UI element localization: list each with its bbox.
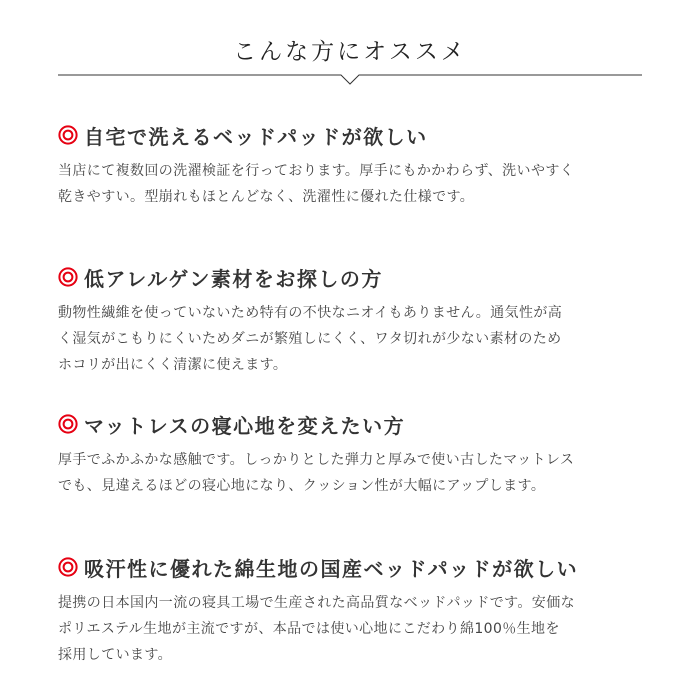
body-line: でも、見違えるほどの寝心地になり、クッション性が大幅にアップします。 xyxy=(58,478,546,494)
body-line: 厚手でふかふかな感触です。しっかりとした弾力と厚みで使い古したマットレス xyxy=(58,452,575,468)
recommendation-section xyxy=(58,552,658,668)
section-heading xyxy=(58,552,658,582)
section-heading xyxy=(58,262,658,292)
body-line: ポリエステル生地が主流ですが、本品では使い心地にこだわり綿100％生地を xyxy=(58,621,560,637)
body-line: 動物性繊維を使っていないため特有の不快なニオイもありません。通気性が高 xyxy=(58,305,563,321)
section-heading xyxy=(58,409,658,439)
section-heading xyxy=(58,120,658,150)
body-line: 提携の日本国内一流の寝具工場で生産された高品質なベッドパッドです。安価な xyxy=(58,595,575,611)
double-circle-icon xyxy=(58,557,78,577)
body-line: く湿気がこもりにくいためダニが繁殖しにくく、ワタ切れが少ない素材のため xyxy=(58,331,562,347)
page-title: こんな方にオススメ xyxy=(233,39,467,65)
double-circle-icon xyxy=(58,125,78,145)
body-line: ホコリが出にくく清潔に使えます。 xyxy=(58,357,288,373)
section-body xyxy=(58,158,658,210)
recommendation-section xyxy=(58,262,658,378)
section-heading-text: マットレスの寝心地を変えたい方 xyxy=(84,413,406,438)
body-line: 当店にて複数回の洗濯検証を行っております。厚手にもかかわらず、洗いやすく xyxy=(58,163,575,179)
recommendation-section xyxy=(58,409,658,499)
recommendation-section xyxy=(58,120,658,210)
double-circle-icon xyxy=(58,267,78,287)
section-body xyxy=(58,300,658,378)
section-heading-text: 自宅で洗えるベッドパッドが欲しい xyxy=(84,124,428,149)
section-body xyxy=(58,590,658,668)
section-heading-text: 低アレルゲン素材をお探しの方 xyxy=(84,266,383,291)
section-heading-text: 吸汗性に優れた綿生地の国産ベッドパッドが欲しい xyxy=(84,556,579,581)
body-line: 乾きやすい。型崩れもほとんどなく、洗濯性に優れた仕様です。 xyxy=(58,189,475,205)
body-line: 採用しています。 xyxy=(58,647,173,663)
section-body xyxy=(58,447,658,499)
double-circle-icon xyxy=(58,414,78,434)
title-divider xyxy=(58,66,642,88)
